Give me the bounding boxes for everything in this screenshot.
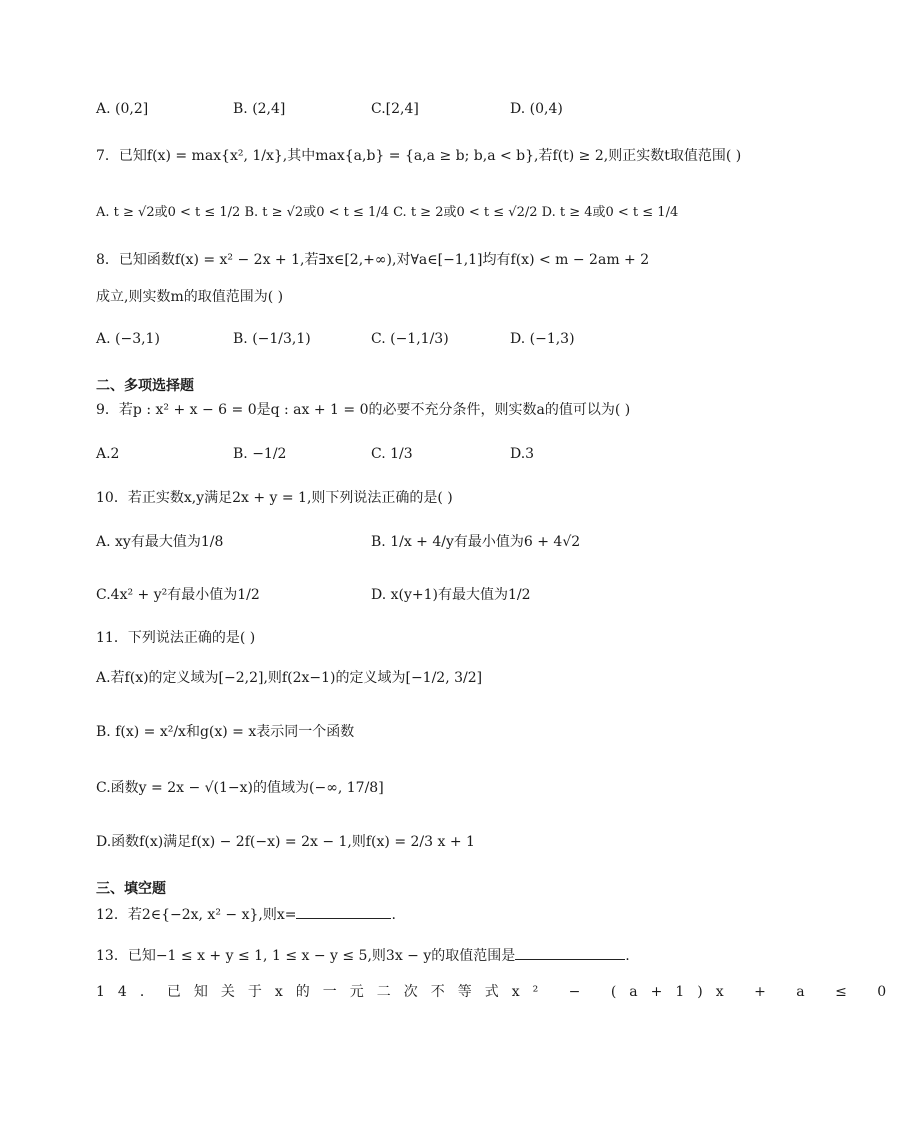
q8-stem-line2: 成立,则实数m的取值范围为( ) xyxy=(96,289,284,305)
q13-line xyxy=(96,945,630,966)
q10-option-c: C.4x² + y²有最小值为1/2 xyxy=(96,587,260,603)
q6-option-c: C.[2,4] xyxy=(371,101,419,117)
q6-option-a: A. (0,2] xyxy=(96,101,149,117)
q9-stem: 9．若p : x² + x − 6 = 0是q : ax + 1 = 0的必要不充分条件，则实数a的值可以为( ) xyxy=(96,402,631,418)
q14-stem: 14．已知关于x的一元二次不等式x² − (a+1)x + a ≤ 0 xyxy=(96,984,899,1000)
q9-option-b: B. −1/2 xyxy=(233,446,287,462)
q7-options: A. t ≥ √2或0 < t ≤ 1/2 B. t ≥ √2或0 < t ≤ 1/4 C. t ≥ 2或0 < t ≤ √2/2 D. t ≥ 4或0 < t ≤ 1/4 xyxy=(96,205,679,220)
q13-end: . xyxy=(625,948,630,964)
q13-answer-blank[interactable] xyxy=(515,945,625,960)
q8-option-a: A. (−3,1) xyxy=(96,331,160,347)
q12-end: . xyxy=(391,907,396,923)
q8-option-d: D. (−1,3) xyxy=(510,331,575,347)
q6-option-d: D. (0,4) xyxy=(510,101,563,117)
q11-option-a: A.若f(x)的定义域为[−2,2],则f(2x−1)的定义域为[−1/2, 3/2] xyxy=(96,670,483,686)
q12-line xyxy=(96,904,396,925)
q9-option-d: D.3 xyxy=(510,446,535,462)
q8-stem-line1: 8．已知函数f(x) = x² − 2x + 1,若∃x∈[2,+∞),对∀a∈[−1,1]均有f(x) < m − 2am + 2 xyxy=(96,252,650,268)
section-heading-fill-in: 三、填空题 xyxy=(96,881,166,897)
q10-option-b: B. 1/x + 4/y有最小值为6 + 4√2 xyxy=(371,534,581,550)
section-heading-multiple-choice: 二、多项选择题 xyxy=(96,378,194,394)
q12-answer-blank[interactable] xyxy=(296,904,391,919)
q12-stem: 12．若2∈{−2x, x² − x},则x= xyxy=(96,907,297,923)
q11-option-d: D.函数f(x)满足f(x) − 2f(−x) = 2x − 1,则f(x) = 2/3 x + 1 xyxy=(96,834,475,850)
q9-option-c: C. 1/3 xyxy=(371,446,413,462)
q11-stem: 11．下列说法正确的是( ) xyxy=(96,630,256,646)
q8-option-b: B. (−1/3,1) xyxy=(233,331,311,347)
q7-stem: 7．已知f(x) = max{x², 1/x},其中max{a,b} = {a,a ≥ b; b,a < b},若f(t) ≥ 2,则正实数t取值范围( ) xyxy=(96,148,742,164)
q10-stem: 10．若正实数x,y满足2x + y = 1,则下列说法正确的是( ) xyxy=(96,490,453,506)
q10-option-d: D. x(y+1)有最大值为1/2 xyxy=(371,587,531,603)
q11-option-b: B. f(x) = x²/x和g(x) = x表示同一个函数 xyxy=(96,724,355,740)
q8-option-c: C. (−1,1/3) xyxy=(371,331,449,347)
q6-option-b: B. (2,4] xyxy=(233,101,286,117)
q11-option-c: C.函数y = 2x − √(1−x)的值域为(−∞, 17/8] xyxy=(96,780,384,796)
q10-option-a: A. xy有最大值为1/8 xyxy=(96,534,224,550)
q13-stem: 13．已知−1 ≤ x + y ≤ 1, 1 ≤ x − y ≤ 5,则3x − y的取值范围是 xyxy=(96,948,516,964)
q9-option-a: A.2 xyxy=(96,446,120,462)
